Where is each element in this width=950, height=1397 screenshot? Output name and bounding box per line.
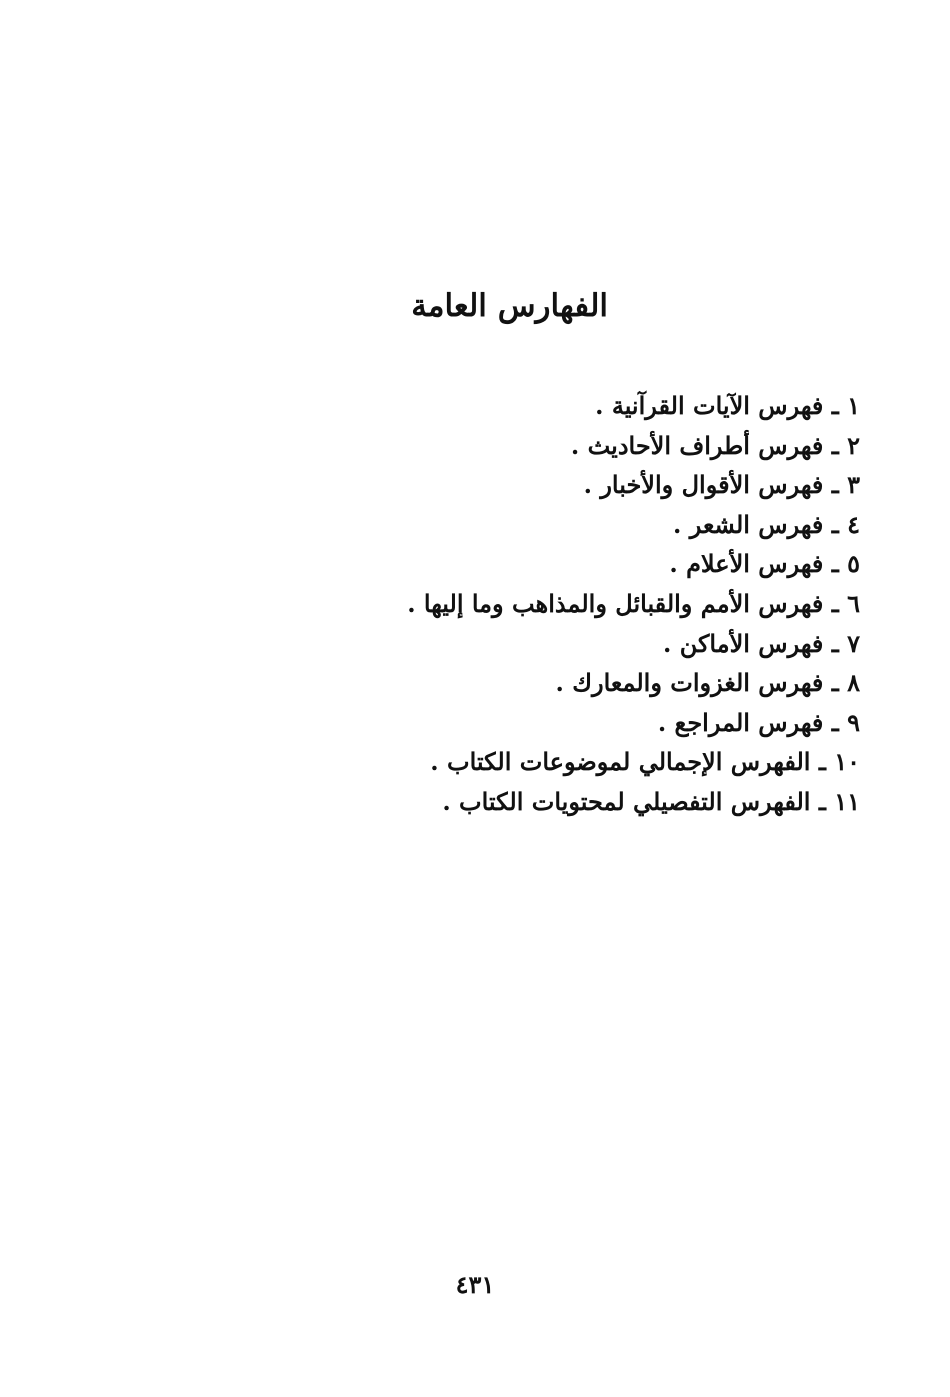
index-item-10: ١٠ ـ الفهرس الإجمالي لموضوعات الكتاب . xyxy=(430,747,860,777)
index-item-1: ١ ـ فهرس الآيات القرآنية . xyxy=(595,391,860,420)
index-item-8: ٨ ـ فهرس الغزوات والمعارك . xyxy=(555,668,860,698)
index-item-2: ٢ ـ فهرس أطراف الأحاديث . xyxy=(570,430,860,460)
index-item-11: ١١ ـ الفهرس التفصيلي لمحتويات الكتاب . xyxy=(442,786,860,816)
index-item-3: ٣ ـ فهرس الأقوال والأخبار . xyxy=(583,470,860,500)
index-item-7: ٧ ـ فهرس الأماكن . xyxy=(663,628,860,658)
index-list xyxy=(300,386,860,822)
index-item-5: ٥ ـ فهرس الأعلام . xyxy=(669,549,860,579)
index-item-9: ٩ ـ فهرس المراجع . xyxy=(657,707,860,737)
index-item-4: ٤ ـ فهرس الشعر . xyxy=(673,509,860,539)
page-number: ٤٣١ xyxy=(455,1270,495,1299)
page-title: الفهارس العامة xyxy=(411,288,608,324)
index-item-6: ٦ ـ فهرس الأمم والقبائل والمذاهب وما إليها . xyxy=(407,588,860,618)
